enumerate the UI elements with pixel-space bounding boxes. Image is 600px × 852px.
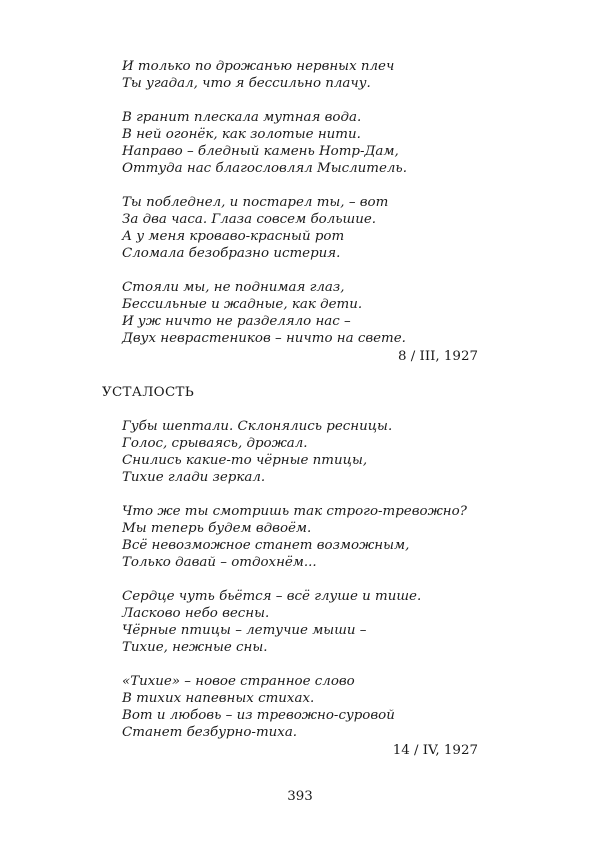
poem2-line: Всё невозможное станет возможным,	[122, 538, 410, 553]
poem2-line: Ласково небо весны.	[122, 606, 270, 621]
poem1-line: Ты побледнел, и постарел ты, – вот	[122, 195, 389, 210]
poem1-line: Оттуда нас благословлял Мыслитель.	[122, 161, 407, 176]
poem2-line: Снились какие-то чёрные птицы,	[122, 453, 368, 468]
poem2-line: Мы теперь будем вдвоём.	[122, 521, 312, 536]
poem2-date: 14 / IV, 1927	[392, 743, 478, 758]
poem2-line: Станет безбурно-тиха.	[122, 725, 298, 740]
poem2-line: «Тихие» – новое странное слово	[122, 674, 355, 689]
poem2-line: Только давай – отдохнём...	[122, 555, 317, 570]
poem2-line: Вот и любовь – из тревожно-суровой	[122, 708, 395, 723]
poem1-date: 8 / III, 1927	[397, 349, 478, 364]
poem1-line: В гранит плескала мутная вода.	[122, 110, 362, 125]
poem2-line: Тихие глади зеркал.	[122, 470, 266, 485]
poem1-line: За два часа. Глаза совсем большие.	[122, 212, 377, 227]
poem1-line: В ней огонёк, как золотые нити.	[122, 127, 361, 142]
poem1-line: Ты угадал, что я бессильно плачу.	[122, 76, 371, 91]
poem1-line: И только по дрожанью нервных плеч	[122, 59, 395, 74]
poem1-line: А у меня кроваво-красный рот	[122, 229, 345, 244]
poem2-line: Губы шептали. Склонялись ресницы.	[122, 419, 393, 434]
poem2-line: Сердце чуть бьётся – всё глуше и тише.	[122, 589, 422, 604]
poem1-line: Направо – бледный камень Нотр-Дам,	[122, 144, 399, 159]
poem1-line: И уж ничто не разделяло нас –	[122, 314, 351, 329]
poem2-line: В тихих напевных стихах.	[122, 691, 315, 706]
poem2-line: Чёрные птицы – летучие мыши –	[122, 623, 367, 638]
poem1-line: Сломала безобразно истерия.	[122, 246, 341, 261]
poem2-title: УСТАЛОСТЬ	[102, 385, 195, 400]
poem1-line: Двух неврастеников – ничто на свете.	[122, 331, 406, 346]
poem2-line: Голос, срываясь, дрожал.	[122, 436, 308, 451]
poem2-line: Тихие, нежные сны.	[122, 640, 268, 655]
page-number: 393	[287, 789, 313, 804]
poem2-line: Что же ты смотришь так строго-тревожно?	[122, 504, 467, 519]
poem1-line: Бессильные и жадные, как дети.	[122, 297, 363, 312]
poem1-line: Стояли мы, не поднимая глаз,	[122, 280, 345, 295]
